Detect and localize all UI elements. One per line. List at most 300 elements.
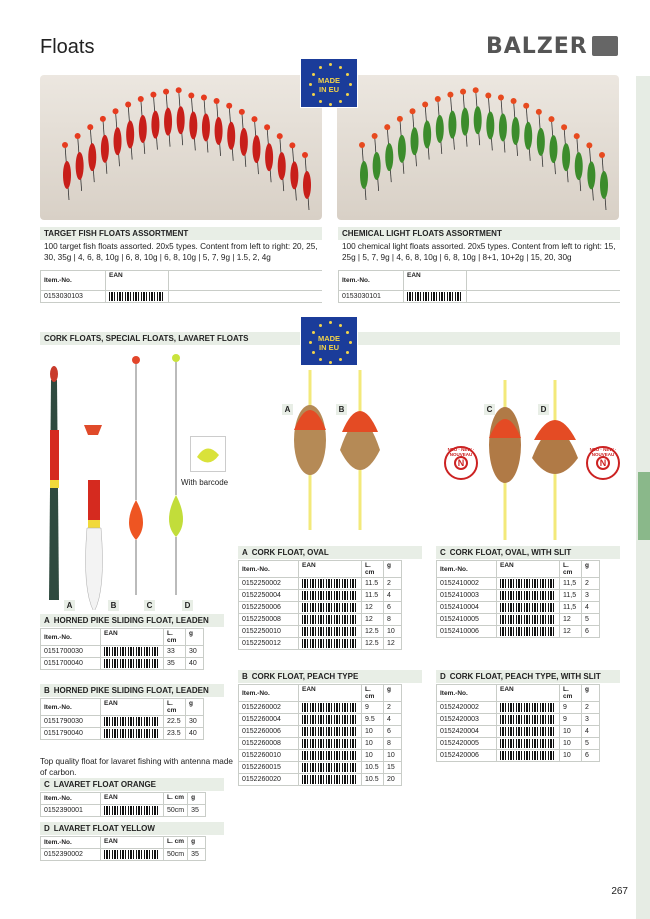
- eu-star: [312, 351, 315, 354]
- new-badge-center: N: [596, 456, 610, 470]
- table-row: [437, 590, 600, 602]
- new-badge-left: [444, 446, 478, 480]
- table-row: [239, 614, 402, 626]
- cork-heading: CORK FLOATS, SPECIAL FLOATS, LAVARET FLOATS: [40, 332, 620, 345]
- col-l: L.: [563, 686, 569, 693]
- corkC-heading: [436, 546, 620, 559]
- col-header: Item.-No.: [41, 629, 101, 646]
- col-blank: [467, 271, 621, 291]
- col-header: Item.-No.: [239, 685, 299, 702]
- item-number: 0152250006: [239, 602, 299, 614]
- photo-float: [397, 116, 406, 174]
- photo-float: [138, 96, 147, 154]
- corkB-table: [238, 684, 402, 786]
- item-number: 0152260002: [239, 702, 299, 714]
- pike-float-b-horn: [84, 425, 102, 435]
- table-row: [437, 614, 600, 626]
- item-number: 0152420003: [437, 714, 497, 726]
- lavaret-description: Top quality float for lavaret fishing with antenna made of carbon.: [40, 757, 233, 777]
- eu-star: [312, 331, 315, 334]
- page-title: Floats: [40, 36, 95, 58]
- item-number: 0152410002: [437, 578, 497, 590]
- photo-float: [125, 102, 134, 160]
- weight-cell: 40: [186, 658, 204, 670]
- col-header: EAN: [299, 561, 362, 578]
- col-cm: cm: [365, 693, 375, 700]
- section-title: CORK FLOAT, OVAL: [251, 548, 329, 557]
- col-header: g: [384, 685, 402, 702]
- ean-barcode: [497, 614, 560, 626]
- weight-cell: 2: [582, 578, 600, 590]
- ean-barcode: [404, 291, 467, 303]
- eu-star: [309, 341, 312, 344]
- pike-float-drawings: [40, 350, 200, 610]
- col-l: L.: [365, 562, 371, 569]
- photo-float: [384, 124, 393, 182]
- item-number: 0152250008: [239, 614, 299, 626]
- ean-barcode: [299, 702, 362, 714]
- ean-barcode: [299, 602, 362, 614]
- eu-star: [339, 66, 342, 69]
- table-row: [239, 702, 402, 714]
- new-badge-right: [586, 446, 620, 480]
- col-item: Item.-No.: [339, 271, 404, 291]
- ean-barcode: [299, 774, 362, 786]
- eu-star: [309, 83, 312, 86]
- photo-float: [372, 133, 381, 191]
- pikeB-table: [40, 698, 204, 740]
- photo-float: [226, 103, 235, 161]
- col-header: [164, 629, 186, 646]
- photo-letter-b: B: [108, 600, 119, 611]
- length-cell: 12: [560, 626, 582, 638]
- ean-barcode: [101, 849, 164, 861]
- photo-float: [188, 92, 197, 150]
- eu-star: [346, 93, 349, 96]
- col-header: EAN: [497, 561, 560, 578]
- new-badge-center: N: [454, 456, 468, 470]
- new-badge-rim: NEU · NEW · NOUVEAU: [447, 447, 475, 457]
- table-row: [239, 714, 402, 726]
- table-row: [41, 716, 204, 728]
- col-l: L.: [167, 700, 173, 707]
- new-badge-rim: NEU · NEW · NOUVEAU: [589, 447, 617, 457]
- col-header: [362, 685, 384, 702]
- photo-letter-d: D: [182, 600, 193, 611]
- photo-float: [410, 108, 419, 166]
- ean-barcode: [497, 626, 560, 638]
- eu-badge-line1: MADE: [317, 76, 341, 85]
- item-number: 0153030103: [41, 291, 106, 303]
- eu-star: [329, 63, 332, 66]
- weight-cell: 4: [582, 602, 600, 614]
- item-number: 0152260015: [239, 762, 299, 774]
- photo-float: [536, 109, 545, 167]
- section-letter: A: [242, 548, 248, 557]
- length-cell: 10: [560, 750, 582, 762]
- col-header: g: [188, 793, 206, 805]
- col-header: L. cm: [164, 837, 188, 849]
- col-l: L.: [365, 686, 371, 693]
- eu-star: [329, 321, 332, 324]
- item-number: 0152250004: [239, 590, 299, 602]
- table-row: [239, 738, 402, 750]
- photo-float: [264, 124, 273, 182]
- cork-float-drawings: [280, 370, 580, 540]
- photo-float: [447, 92, 456, 150]
- photo-float: [574, 133, 583, 191]
- cork-letter-b: B: [336, 404, 347, 415]
- length-cell: 11,5: [560, 590, 582, 602]
- section-title: CORK FLOAT, PEACH TYPE: [251, 672, 359, 681]
- weight-cell: 4: [384, 714, 402, 726]
- pike-float-a: [49, 380, 59, 600]
- corkB-heading: [238, 670, 422, 683]
- ean-barcode: [299, 626, 362, 638]
- photo-float: [485, 92, 494, 150]
- col-header: Item.-No.: [437, 685, 497, 702]
- chemical-table: [338, 270, 620, 303]
- lavD-table: [40, 836, 206, 861]
- table-row: [239, 602, 402, 614]
- length-cell: 12.5: [362, 626, 384, 638]
- photo-float: [113, 108, 122, 166]
- item-number: 0152250002: [239, 578, 299, 590]
- weight-cell: 8: [384, 614, 402, 626]
- ean-barcode: [299, 614, 362, 626]
- with-barcode-caption: With barcode: [181, 478, 229, 487]
- cell-blank: [467, 291, 621, 303]
- ean-barcode: [299, 750, 362, 762]
- col-cm: cm: [167, 707, 177, 714]
- ean-barcode: [299, 762, 362, 774]
- col-header: Item.-No.: [41, 793, 101, 805]
- section-letter: C: [44, 780, 50, 789]
- ean-barcode: [497, 726, 560, 738]
- barcode-float-box: [190, 436, 226, 472]
- col-header: L. cm: [164, 793, 188, 805]
- photo-float: [473, 87, 482, 145]
- item-number: 0152420002: [437, 702, 497, 714]
- col-header: EAN: [101, 793, 164, 805]
- length-cell: 9.5: [362, 714, 384, 726]
- photo-float: [214, 98, 223, 156]
- target-table: [40, 270, 322, 303]
- ean-barcode: [497, 578, 560, 590]
- col-header: g: [582, 561, 600, 578]
- ean-barcode: [497, 590, 560, 602]
- cell-blank: [169, 291, 323, 303]
- weight-cell: 35: [188, 849, 206, 861]
- table-row: [437, 714, 600, 726]
- weight-cell: 15: [384, 762, 402, 774]
- col-header: [560, 685, 582, 702]
- photo-float: [511, 98, 520, 156]
- ean-barcode: [101, 716, 164, 728]
- eu-star: [312, 73, 315, 76]
- col-header: g: [384, 561, 402, 578]
- length-cell: 23.5: [164, 728, 186, 740]
- weight-cell: 2: [582, 702, 600, 714]
- table-row: [41, 849, 206, 861]
- ean-barcode: [101, 728, 164, 740]
- length-cell: 22.5: [164, 716, 186, 728]
- photo-float: [289, 142, 298, 200]
- item-number: 0152410003: [437, 590, 497, 602]
- photo-float: [586, 142, 595, 200]
- weight-cell: 5: [582, 614, 600, 626]
- item-number: 0153030101: [339, 291, 404, 303]
- ean-barcode: [101, 646, 164, 658]
- col-header: g: [186, 629, 204, 646]
- item-number: 0152410004: [437, 602, 497, 614]
- length-cell: 11.5: [362, 590, 384, 602]
- ean-barcode: [106, 291, 169, 303]
- item-number: 0152390002: [41, 849, 101, 861]
- photo-float: [163, 89, 172, 147]
- item-number: 0152410006: [437, 626, 497, 638]
- table-row: [437, 602, 600, 614]
- eu-star: [312, 93, 315, 96]
- target-description: 100 target fish floats assorted. 20x5 types. Content from left to right: 20, 25, 30, 35g | 4, 6, 8, 10g | 6, 8, 10g | 6, 8, 10g | 5, 7, 9g | 1.5, 2, 4g: [44, 242, 318, 262]
- item-number: 0152260004: [239, 714, 299, 726]
- weight-cell: 3: [582, 590, 600, 602]
- ean-barcode: [299, 726, 362, 738]
- item-number: 0152260010: [239, 750, 299, 762]
- cork-letter-a: A: [282, 404, 293, 415]
- pikeA-heading: [40, 614, 224, 627]
- length-cell: 9: [560, 702, 582, 714]
- ean-barcode: [299, 590, 362, 602]
- photo-float: [176, 87, 185, 145]
- photo-float: [359, 142, 368, 200]
- pike-float-b: [86, 528, 103, 610]
- table-row: [239, 578, 402, 590]
- table-row: [339, 291, 621, 303]
- col-cm: cm: [365, 569, 375, 576]
- eu-badge-line1: MADE: [317, 334, 341, 343]
- eu-star: [346, 351, 349, 354]
- table-row: [239, 726, 402, 738]
- item-number: 0152250010: [239, 626, 299, 638]
- length-cell: 9: [560, 714, 582, 726]
- col-item: Item.-No.: [41, 271, 106, 291]
- col-header: [362, 561, 384, 578]
- photo-float: [150, 92, 159, 150]
- section-letter: C: [440, 548, 446, 557]
- ean-barcode: [299, 578, 362, 590]
- length-cell: 10: [560, 738, 582, 750]
- length-cell: 33: [164, 646, 186, 658]
- ean-barcode: [497, 602, 560, 614]
- col-cm: cm: [563, 569, 573, 576]
- chemical-description: 100 chemical light floats assorted. 20x5 types. Content from left to right: 15, 25g | 5, 7, 9g | 4, 6, 8, 10g | 6, 8, 10g | 8+1, 10+2g | 15, 20, 30g: [342, 242, 616, 262]
- item-number: 0152410005: [437, 614, 497, 626]
- weight-cell: 2: [384, 578, 402, 590]
- col-header: Item.-No.: [437, 561, 497, 578]
- corkD-table: [436, 684, 600, 762]
- side-tab: [638, 472, 650, 540]
- weight-cell: 35: [188, 805, 206, 817]
- weight-cell: 5: [582, 738, 600, 750]
- section-title: HORNED PIKE SLIDING FLOAT, LEADEN: [53, 616, 209, 625]
- eu-badge-line2: IN EU: [318, 85, 339, 94]
- table-row: [239, 590, 402, 602]
- eu-star: [319, 66, 322, 69]
- photo-float: [87, 124, 96, 182]
- weight-cell: 40: [186, 728, 204, 740]
- item-number: 0152250012: [239, 638, 299, 650]
- col-header: g: [582, 685, 600, 702]
- photo-float: [201, 94, 210, 152]
- col-cm: cm: [563, 693, 573, 700]
- length-cell: 11,5: [560, 602, 582, 614]
- table-row: [41, 291, 323, 303]
- weight-cell: 6: [384, 602, 402, 614]
- section-title: LAVARET FLOAT YELLOW: [53, 824, 155, 833]
- chemical-heading: CHEMICAL LIGHT FLOATS ASSORTMENT: [338, 227, 620, 240]
- photo-float: [302, 152, 311, 210]
- length-cell: 12: [362, 602, 384, 614]
- photo-float: [422, 102, 431, 160]
- table-row: [437, 702, 600, 714]
- weight-cell: 2: [384, 702, 402, 714]
- eu-star: [339, 324, 342, 327]
- section-letter: D: [440, 672, 446, 681]
- photo-float: [62, 142, 71, 200]
- photo-float: [561, 124, 570, 182]
- photo-float: [498, 94, 507, 152]
- table-row: [239, 638, 402, 650]
- ean-barcode: [101, 658, 164, 670]
- weight-cell: 8: [384, 738, 402, 750]
- eu-star: [349, 341, 352, 344]
- table-row: [239, 750, 402, 762]
- table-row: [41, 728, 204, 740]
- photo-float: [251, 116, 260, 174]
- length-cell: 35: [164, 658, 186, 670]
- weight-cell: 20: [384, 774, 402, 786]
- pikeB-heading: [40, 684, 224, 697]
- eu-star: [319, 324, 322, 327]
- length-cell: 9: [362, 702, 384, 714]
- photo-letter-a: A: [64, 600, 75, 611]
- weight-cell: 6: [384, 726, 402, 738]
- table-row: [239, 762, 402, 774]
- eu-star: [319, 100, 322, 103]
- col-header: Item.-No.: [41, 837, 101, 849]
- item-number: 0152260020: [239, 774, 299, 786]
- length-cell: 50cm: [164, 849, 188, 861]
- cork-float-c: [489, 407, 521, 483]
- photo-float: [239, 109, 248, 167]
- section-letter: B: [44, 686, 50, 695]
- made-in-eu-badge: [300, 58, 358, 108]
- col-header: g: [188, 837, 206, 849]
- length-cell: 11,5: [560, 578, 582, 590]
- brand-logo-icon: [592, 36, 618, 56]
- ean-barcode: [497, 714, 560, 726]
- length-cell: 11.5: [362, 578, 384, 590]
- item-number: 0152420005: [437, 738, 497, 750]
- item-number: 0152420006: [437, 750, 497, 762]
- pikeA-table: [40, 628, 204, 670]
- brand-logo-text: BALZER: [486, 34, 588, 59]
- weight-cell: 30: [186, 646, 204, 658]
- eu-star: [339, 358, 342, 361]
- weight-cell: 6: [582, 750, 600, 762]
- col-ean: EAN: [106, 271, 169, 291]
- photo-float: [435, 96, 444, 154]
- item-number: 0152420004: [437, 726, 497, 738]
- lavC-table: [40, 792, 206, 817]
- made-in-eu-badge-2: [300, 316, 358, 366]
- weight-cell: 12: [384, 638, 402, 650]
- weight-cell: 4: [582, 726, 600, 738]
- corkD-heading: [436, 670, 620, 683]
- section-title: CORK FLOAT, PEACH TYPE, WITH SLIT: [449, 672, 601, 681]
- length-cell: 10: [362, 726, 384, 738]
- corkA-table: [238, 560, 402, 650]
- col-header: Item.-No.: [239, 561, 299, 578]
- weight-cell: 4: [384, 590, 402, 602]
- corkA-heading: [238, 546, 422, 559]
- ean-barcode: [101, 805, 164, 817]
- item-number: 0151790030: [41, 716, 101, 728]
- target-float-group: [70, 184, 310, 220]
- table-row: [437, 626, 600, 638]
- col-l: L.: [167, 630, 173, 637]
- ean-barcode: [299, 714, 362, 726]
- section-title: HORNED PIKE SLIDING FLOAT, LEADEN: [53, 686, 209, 695]
- ean-barcode: [497, 738, 560, 750]
- length-cell: 12: [560, 614, 582, 626]
- weight-cell: 6: [582, 626, 600, 638]
- target-heading: TARGET FISH FLOATS ASSORTMENT: [40, 227, 322, 240]
- chemical-floats-photo: [337, 75, 619, 220]
- table-row: [41, 646, 204, 658]
- table-row: [437, 578, 600, 590]
- corkC-table: [436, 560, 600, 638]
- col-header: [560, 561, 582, 578]
- table-row: [437, 738, 600, 750]
- lavaret-float-yellow: [169, 495, 183, 537]
- lavD-heading: [40, 822, 224, 835]
- table-row: [41, 805, 206, 817]
- photo-float: [277, 133, 286, 191]
- cork-letter-c: C: [484, 404, 495, 415]
- target-floats-photo: [40, 75, 322, 220]
- section-letter: B: [242, 672, 248, 681]
- weight-cell: 10: [384, 750, 402, 762]
- photo-letter-c: C: [144, 600, 155, 611]
- eu-badge-line2: IN EU: [318, 343, 339, 352]
- photo-float: [523, 103, 532, 161]
- length-cell: 10: [362, 738, 384, 750]
- photo-float: [75, 133, 84, 191]
- item-number: 0151700030: [41, 646, 101, 658]
- col-header: EAN: [101, 629, 164, 646]
- weight-cell: 3: [582, 714, 600, 726]
- table-row: [239, 774, 402, 786]
- eu-star: [339, 100, 342, 103]
- table-row: [239, 626, 402, 638]
- page-number: 267: [611, 886, 628, 897]
- eu-star: [329, 361, 332, 364]
- cork-letter-d: D: [538, 404, 549, 415]
- col-l: L.: [563, 562, 569, 569]
- length-cell: 10: [560, 726, 582, 738]
